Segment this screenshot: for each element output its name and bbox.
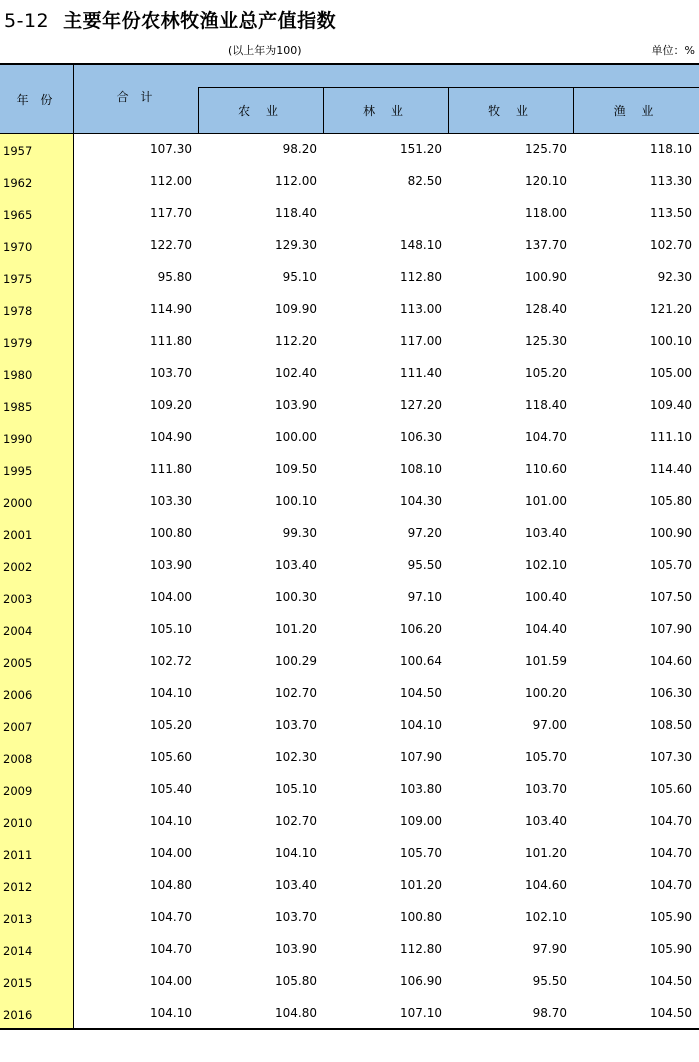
cell-forestry: 97.20 [407, 526, 442, 540]
cell-year: 2000 [3, 496, 33, 510]
cell-fishery: 107.50 [650, 590, 692, 604]
cell-year: 1957 [3, 144, 33, 158]
cell-year: 1970 [3, 240, 33, 254]
cell-forestry: 108.10 [400, 462, 442, 476]
header-fishery: 渔 业 [613, 104, 660, 118]
cell-year: 1965 [3, 208, 33, 222]
cell-fishery: 105.80 [650, 494, 692, 508]
cell-agriculture: 100.29 [275, 654, 317, 668]
cell-fishery: 107.30 [650, 750, 692, 764]
cell-year: 1980 [3, 368, 33, 382]
cell-forestry: 112.80 [400, 942, 442, 956]
table-row [0, 998, 699, 1030]
cell-fishery: 107.90 [650, 622, 692, 636]
cell-total: 104.10 [150, 1006, 192, 1020]
cell-agriculture: 112.00 [275, 174, 317, 188]
cell-agriculture: 103.40 [275, 558, 317, 572]
cell-animal-husbandry: 100.40 [525, 590, 567, 604]
cell-animal-husbandry: 101.59 [525, 654, 567, 668]
cell-animal-husbandry: 104.60 [525, 878, 567, 892]
unit-label: 单位：% [651, 44, 695, 57]
cell-fishery: 111.10 [650, 430, 692, 444]
table-row [0, 934, 699, 966]
cell-animal-husbandry: 101.20 [525, 846, 567, 860]
cell-fishery: 104.70 [650, 878, 692, 892]
cell-animal-husbandry: 103.40 [525, 526, 567, 540]
cell-agriculture: 102.40 [275, 366, 317, 380]
table-row [0, 422, 699, 454]
cell-year: 2005 [3, 656, 33, 670]
cell-animal-husbandry: 95.50 [532, 974, 567, 988]
table-row [0, 454, 699, 486]
cell-forestry: 106.30 [400, 430, 442, 444]
header-forestry: 林 业 [363, 104, 409, 118]
cell-total: 111.80 [150, 462, 192, 476]
table-row [0, 966, 699, 998]
cell-year: 2007 [3, 720, 33, 734]
table-row [0, 678, 699, 710]
cell-animal-husbandry: 110.60 [525, 462, 567, 476]
header-divider [448, 87, 449, 133]
cell-animal-husbandry: 97.90 [532, 942, 567, 956]
cell-agriculture: 103.70 [275, 718, 317, 732]
cell-animal-husbandry: 100.20 [525, 686, 567, 700]
cell-year: 2011 [3, 848, 33, 862]
cell-total: 102.72 [150, 654, 192, 668]
cell-forestry: 101.20 [400, 878, 442, 892]
table-row [0, 838, 699, 870]
table-row [0, 198, 699, 230]
cell-year: 2002 [3, 560, 33, 574]
cell-agriculture: 129.30 [275, 238, 317, 252]
cell-agriculture: 118.40 [275, 206, 317, 220]
cell-fishery: 114.40 [650, 462, 692, 476]
cell-fishery: 105.90 [650, 942, 692, 956]
cell-agriculture: 105.80 [275, 974, 317, 988]
cell-fishery: 102.70 [650, 238, 692, 252]
cell-animal-husbandry: 118.00 [525, 206, 567, 220]
cell-total: 107.30 [150, 142, 192, 156]
cell-total: 104.00 [150, 590, 192, 604]
cell-year: 2003 [3, 592, 33, 606]
cell-agriculture: 103.40 [275, 878, 317, 892]
cell-fishery: 105.00 [650, 366, 692, 380]
cell-total: 109.20 [150, 398, 192, 412]
cell-forestry: 106.20 [400, 622, 442, 636]
page-title [4, 6, 336, 33]
cell-agriculture: 103.90 [275, 942, 317, 956]
table-row [0, 294, 699, 326]
cell-agriculture: 109.50 [275, 462, 317, 476]
cell-forestry: 100.80 [400, 910, 442, 924]
cell-agriculture: 100.10 [275, 494, 317, 508]
cell-animal-husbandry: 98.70 [532, 1006, 567, 1020]
cell-forestry: 109.00 [400, 814, 442, 828]
cell-fishery: 104.70 [650, 814, 692, 828]
cell-year: 2012 [3, 880, 33, 894]
cell-agriculture: 103.70 [275, 910, 317, 924]
cell-total: 105.20 [150, 718, 192, 732]
cell-year: 1978 [3, 304, 33, 318]
cell-agriculture: 102.70 [275, 686, 317, 700]
cell-agriculture: 109.90 [275, 302, 317, 316]
table-row [0, 774, 699, 806]
cell-fishery: 121.20 [650, 302, 692, 316]
cell-animal-husbandry: 101.00 [525, 494, 567, 508]
cell-agriculture: 104.10 [275, 846, 317, 860]
cell-total: 111.80 [150, 334, 192, 348]
cell-total: 105.10 [150, 622, 192, 636]
table-row [0, 902, 699, 934]
table-row [0, 550, 699, 582]
cell-year: 2015 [3, 976, 33, 990]
cell-fishery: 104.50 [650, 1006, 692, 1020]
cell-year: 2001 [3, 528, 33, 542]
cell-animal-husbandry: 104.70 [525, 430, 567, 444]
cell-year: 1979 [3, 336, 33, 350]
cell-fishery: 105.90 [650, 910, 692, 924]
cell-animal-husbandry: 105.70 [525, 750, 567, 764]
cell-total: 105.60 [150, 750, 192, 764]
cell-forestry: 97.10 [407, 590, 442, 604]
cell-fishery: 118.10 [650, 142, 692, 156]
cell-total: 105.40 [150, 782, 192, 796]
cell-forestry: 127.20 [400, 398, 442, 412]
cell-year: 1975 [3, 272, 33, 286]
cell-year: 2006 [3, 688, 33, 702]
cell-agriculture: 100.00 [275, 430, 317, 444]
header-divider [198, 87, 199, 133]
cell-agriculture: 102.70 [275, 814, 317, 828]
table-row [0, 518, 699, 550]
cell-agriculture: 98.20 [282, 142, 317, 156]
cell-total: 104.00 [150, 974, 192, 988]
cell-animal-husbandry: 137.70 [525, 238, 567, 252]
table-row [0, 166, 699, 198]
table-row [0, 326, 699, 358]
cell-forestry: 104.10 [400, 718, 442, 732]
cell-animal-husbandry: 100.90 [525, 270, 567, 284]
cell-forestry: 104.30 [400, 494, 442, 508]
cell-total: 112.00 [150, 174, 192, 188]
cell-fishery: 106.30 [650, 686, 692, 700]
cell-agriculture: 105.10 [275, 782, 317, 796]
cell-forestry: 95.50 [407, 558, 442, 572]
cell-forestry: 106.90 [400, 974, 442, 988]
cell-total: 104.10 [150, 814, 192, 828]
cell-fishery: 100.10 [650, 334, 692, 348]
cell-fishery: 109.40 [650, 398, 692, 412]
cell-forestry: 107.90 [400, 750, 442, 764]
cell-total: 103.30 [150, 494, 192, 508]
cell-forestry: 111.40 [400, 366, 442, 380]
cell-total: 122.70 [150, 238, 192, 252]
table-row [0, 230, 699, 262]
cell-animal-husbandry: 118.40 [525, 398, 567, 412]
cell-forestry: 105.70 [400, 846, 442, 860]
cell-total: 114.90 [150, 302, 192, 316]
cell-agriculture: 103.90 [275, 398, 317, 412]
cell-forestry: 117.00 [400, 334, 442, 348]
cell-year: 2013 [3, 912, 33, 926]
cell-total: 95.80 [157, 270, 192, 284]
table-subtitle: (以上年为100) [228, 44, 302, 57]
cell-year: 2009 [3, 784, 33, 798]
cell-total: 103.70 [150, 366, 192, 380]
cell-total: 117.70 [150, 206, 192, 220]
cell-forestry: 151.20 [400, 142, 442, 156]
cell-animal-husbandry: 103.40 [525, 814, 567, 828]
cell-total: 104.80 [150, 878, 192, 892]
cell-year: 1962 [3, 176, 33, 190]
table-row [0, 646, 699, 678]
cell-forestry: 100.64 [400, 654, 442, 668]
cell-animal-husbandry: 97.00 [532, 718, 567, 732]
cell-agriculture: 112.20 [275, 334, 317, 348]
cell-agriculture: 99.30 [282, 526, 317, 540]
table-body [0, 134, 699, 1030]
cell-year: 2010 [3, 816, 33, 830]
table-bottom-rule [0, 1028, 699, 1030]
header-animal-husbandry: 牧 业 [488, 104, 534, 118]
table-title: 主要年份农林牧渔业总产值指数 [63, 10, 337, 32]
table-row [0, 710, 699, 742]
cell-agriculture: 100.30 [275, 590, 317, 604]
table-row [0, 262, 699, 294]
cell-fishery: 113.50 [650, 206, 692, 220]
cell-year: 2008 [3, 752, 33, 766]
cell-fishery: 108.50 [650, 718, 692, 732]
table-number: 5-12 [4, 10, 50, 32]
table-row [0, 486, 699, 518]
cell-fishery: 105.70 [650, 558, 692, 572]
table-row [0, 134, 699, 166]
cell-forestry: 104.50 [400, 686, 442, 700]
cell-agriculture: 101.20 [275, 622, 317, 636]
header-total: 合 计 [116, 90, 157, 104]
cell-total: 104.10 [150, 686, 192, 700]
cell-forestry: 103.80 [400, 782, 442, 796]
cell-fishery: 92.30 [657, 270, 692, 284]
cell-year: 2016 [3, 1008, 33, 1022]
cell-year: 1990 [3, 432, 33, 446]
table-row [0, 390, 699, 422]
cell-animal-husbandry: 104.40 [525, 622, 567, 636]
table-row [0, 870, 699, 902]
cell-fishery: 105.60 [650, 782, 692, 796]
header-agriculture: 农 业 [238, 104, 284, 118]
cell-fishery: 104.50 [650, 974, 692, 988]
cell-total: 104.70 [150, 910, 192, 924]
cell-total: 100.80 [150, 526, 192, 540]
table-row [0, 582, 699, 614]
table-row [0, 358, 699, 390]
cell-total: 104.70 [150, 942, 192, 956]
cell-fishery: 113.30 [650, 174, 692, 188]
cell-agriculture: 104.80 [275, 1006, 317, 1020]
cell-total: 104.00 [150, 846, 192, 860]
header-year: 年 份 [16, 92, 57, 107]
cell-fishery: 104.60 [650, 654, 692, 668]
table-row [0, 742, 699, 774]
cell-forestry: 82.50 [407, 174, 442, 188]
header-divider [573, 87, 574, 133]
cell-year: 2014 [3, 944, 33, 958]
cell-forestry: 113.00 [400, 302, 442, 316]
cell-animal-husbandry: 102.10 [525, 910, 567, 924]
cell-animal-husbandry: 105.20 [525, 366, 567, 380]
cell-agriculture: 95.10 [282, 270, 317, 284]
cell-forestry: 107.10 [400, 1006, 442, 1020]
cell-year: 2004 [3, 624, 33, 638]
cell-forestry: 112.80 [400, 270, 442, 284]
cell-animal-husbandry: 125.30 [525, 334, 567, 348]
cell-animal-husbandry: 102.10 [525, 558, 567, 572]
cell-animal-husbandry: 125.70 [525, 142, 567, 156]
cell-year: 1985 [3, 400, 33, 414]
cell-forestry: 148.10 [400, 238, 442, 252]
table-row [0, 614, 699, 646]
table-row [0, 806, 699, 838]
header-divider [323, 87, 324, 133]
cell-agriculture: 102.30 [275, 750, 317, 764]
cell-fishery: 100.90 [650, 526, 692, 540]
cell-animal-husbandry: 120.10 [525, 174, 567, 188]
cell-animal-husbandry: 128.40 [525, 302, 567, 316]
cell-year: 1995 [3, 464, 33, 478]
cell-animal-husbandry: 103.70 [525, 782, 567, 796]
cell-total: 104.90 [150, 430, 192, 444]
cell-total: 103.90 [150, 558, 192, 572]
cell-fishery: 104.70 [650, 846, 692, 860]
header-divider [73, 65, 74, 133]
